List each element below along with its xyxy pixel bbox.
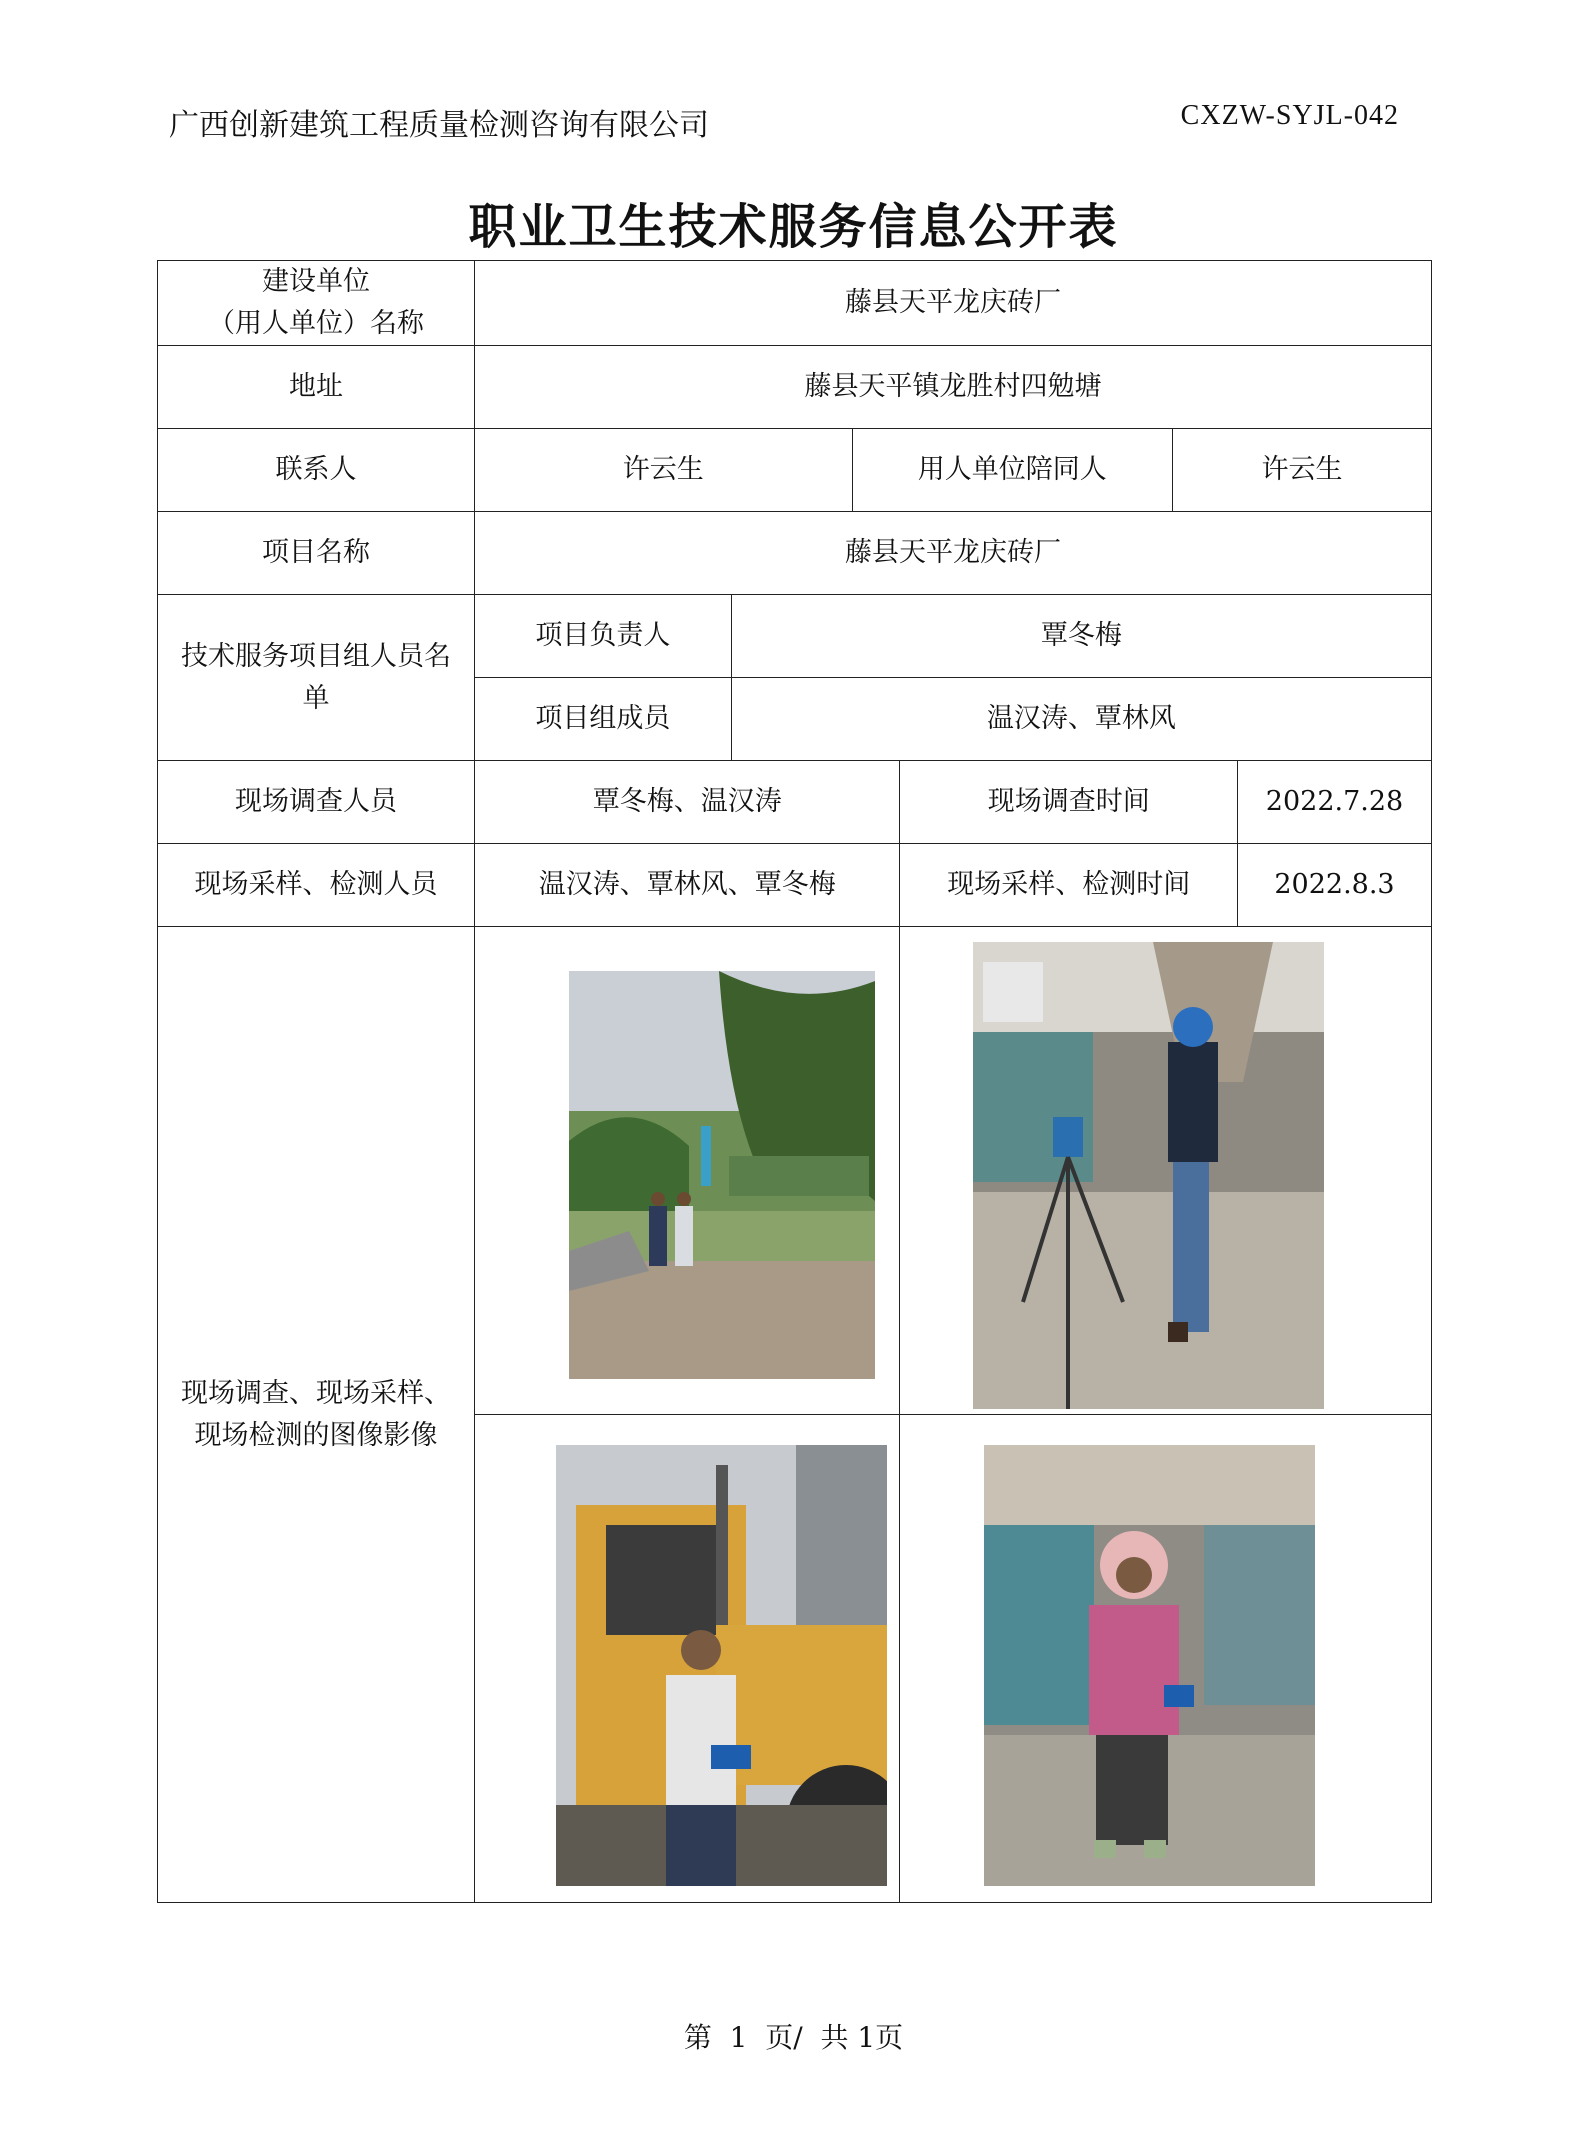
page-title: 职业卫生技术服务信息公开表 (468, 199, 1119, 255)
employer-label-line2: （用人单位）名称 (208, 308, 425, 339)
dust-sampler-tripod-photo (973, 942, 1324, 1409)
photo-cell-1 (475, 927, 900, 1415)
contact-value: 许云生 (475, 429, 853, 512)
address-row (158, 346, 1432, 429)
sampling-staff-label: 现场采样、检测人员 (158, 844, 475, 927)
sampling-staff-value: 温汉涛、覃林风、覃冬梅 (475, 844, 900, 927)
leader-label: 项目负责人 (475, 595, 732, 678)
leader-value: 覃冬梅 (731, 595, 1431, 678)
photo-cell-4 (900, 1415, 1432, 1903)
project-row (158, 512, 1432, 595)
survey-row (158, 761, 1432, 844)
employer-value: 藤县天平龙庆砖厂 (475, 261, 1432, 346)
contact-label: 联系人 (158, 429, 475, 512)
escort-value: 许云生 (1173, 429, 1432, 512)
team-label (158, 595, 475, 761)
project-label: 项目名称 (158, 512, 475, 595)
team-label-text: 技术服务项目组人员名单 (181, 640, 452, 714)
project-value: 藤县天平龙庆砖厂 (475, 512, 1432, 595)
employer-label (158, 261, 475, 346)
images-label (158, 927, 475, 1903)
info-table (157, 260, 1432, 1903)
employer-label-line1: 建设单位 (262, 266, 371, 297)
address-value: 藤县天平镇龙胜村四勉塘 (475, 346, 1432, 429)
escort-label: 用人单位陪同人 (852, 429, 1172, 512)
survey-staff-label: 现场调查人员 (158, 761, 475, 844)
team-leader-row (158, 595, 1432, 678)
page-footer (0, 2016, 1587, 2056)
members-value: 温汉涛、覃林风 (731, 678, 1431, 761)
survey-staff-value: 覃冬梅、温汉涛 (475, 761, 900, 844)
loader-operator-sampling-photo (556, 1445, 887, 1886)
company-name: 广西创新建筑工程质量检测咨询有限公司 (169, 108, 709, 143)
page-number-text: 第 1 页/ 共 1页 (683, 2021, 904, 2054)
members-label: 项目组成员 (475, 678, 732, 761)
address-label: 地址 (158, 346, 475, 429)
sampling-time-label: 现场采样、检测时间 (900, 844, 1238, 927)
contact-row (158, 429, 1432, 512)
photo-cell-2 (900, 927, 1432, 1415)
site-entrance-photo (569, 971, 875, 1379)
photo-cell-3 (475, 1415, 900, 1903)
survey-time-label: 现场调查时间 (900, 761, 1238, 844)
photo-row-1 (158, 927, 1432, 1415)
images-label-text: 现场调查、现场采样、现场检测的图像影像 (181, 1377, 452, 1451)
document-code: CXZW-SYJL-042 (1180, 100, 1399, 131)
employer-row (158, 261, 1432, 346)
survey-time-value: 2022.7.28 (1238, 761, 1432, 844)
sampling-row (158, 844, 1432, 927)
sampling-time-value: 2022.8.3 (1238, 844, 1432, 927)
worker-personal-sampling-photo (984, 1445, 1315, 1886)
